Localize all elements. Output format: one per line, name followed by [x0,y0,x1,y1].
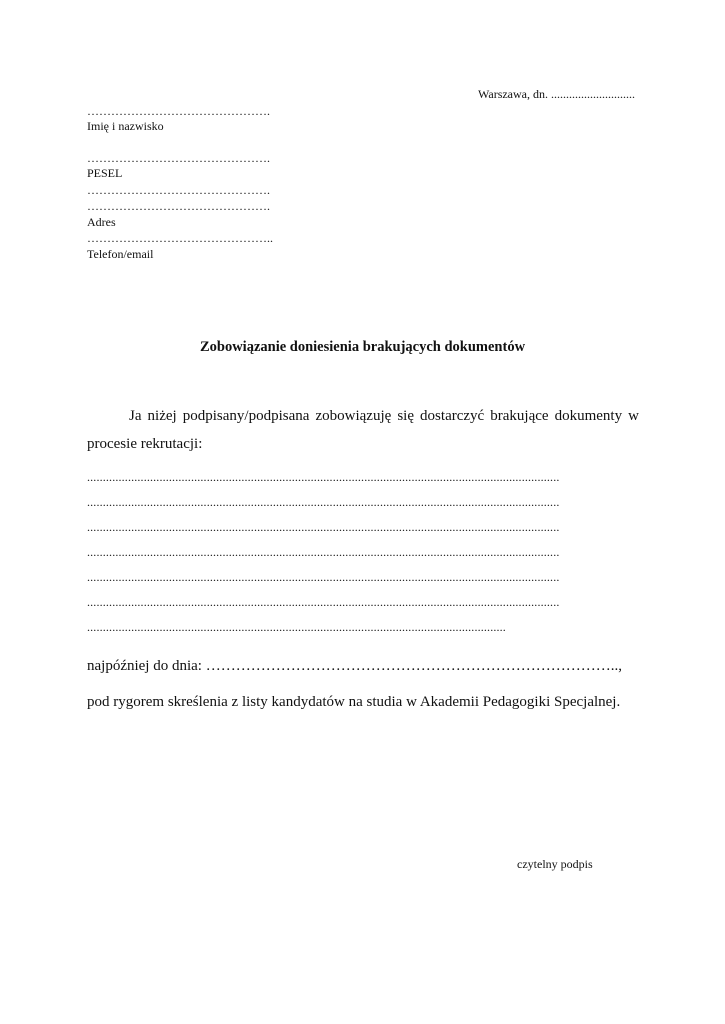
address-label: Adres [87,215,116,229]
pesel-dotted-line: ………………………………………. [87,151,270,165]
signature-label: czytelny podpis [517,857,593,871]
document-line-1: ...................................................................................................................................................... [87,470,560,484]
pesel-label: PESEL [87,166,123,180]
document-line-3: ...................................................................................................................................................... [87,520,560,534]
document-line-6: ...................................................................................................................................................... [87,595,560,609]
name-label: Imię i nazwisko [87,119,164,133]
contact-label: Telefon/email [87,247,154,261]
document-line-4: ...................................................................................................................................................... [87,545,560,559]
address-dotted-line-2: ………………………………………. [87,199,270,213]
condition-text: pod rygorem skreślenia z listy kandydatów na studia w Akademii Pedagogiki Specjalnej. [87,694,621,710]
commitment-paragraph: Ja niżej podpisany/podpisana zobowiązuję się dostarczyć brakujące dokumenty w procesie rekrutacji: [87,408,639,452]
document-line-7: ..................................................................................................................................... [87,620,506,634]
contact-dotted-line: ……………………………………….. [87,231,273,245]
address-dotted-line-1: ………………………………………. [87,183,270,197]
document-line-5: ...................................................................................................................................................... [87,570,560,584]
document-line-2: ...................................................................................................................................................... [87,495,560,509]
place-date: Warszawa, dn. ............................ [478,87,636,101]
deadline-line: najpóźniej do dnia: ……………………………………………………………………….., [87,658,622,674]
document-title: Zobowiązanie doniesienia brakujących dokumentów [199,339,526,355]
name-dotted-line: ………………………………………. [87,104,270,118]
